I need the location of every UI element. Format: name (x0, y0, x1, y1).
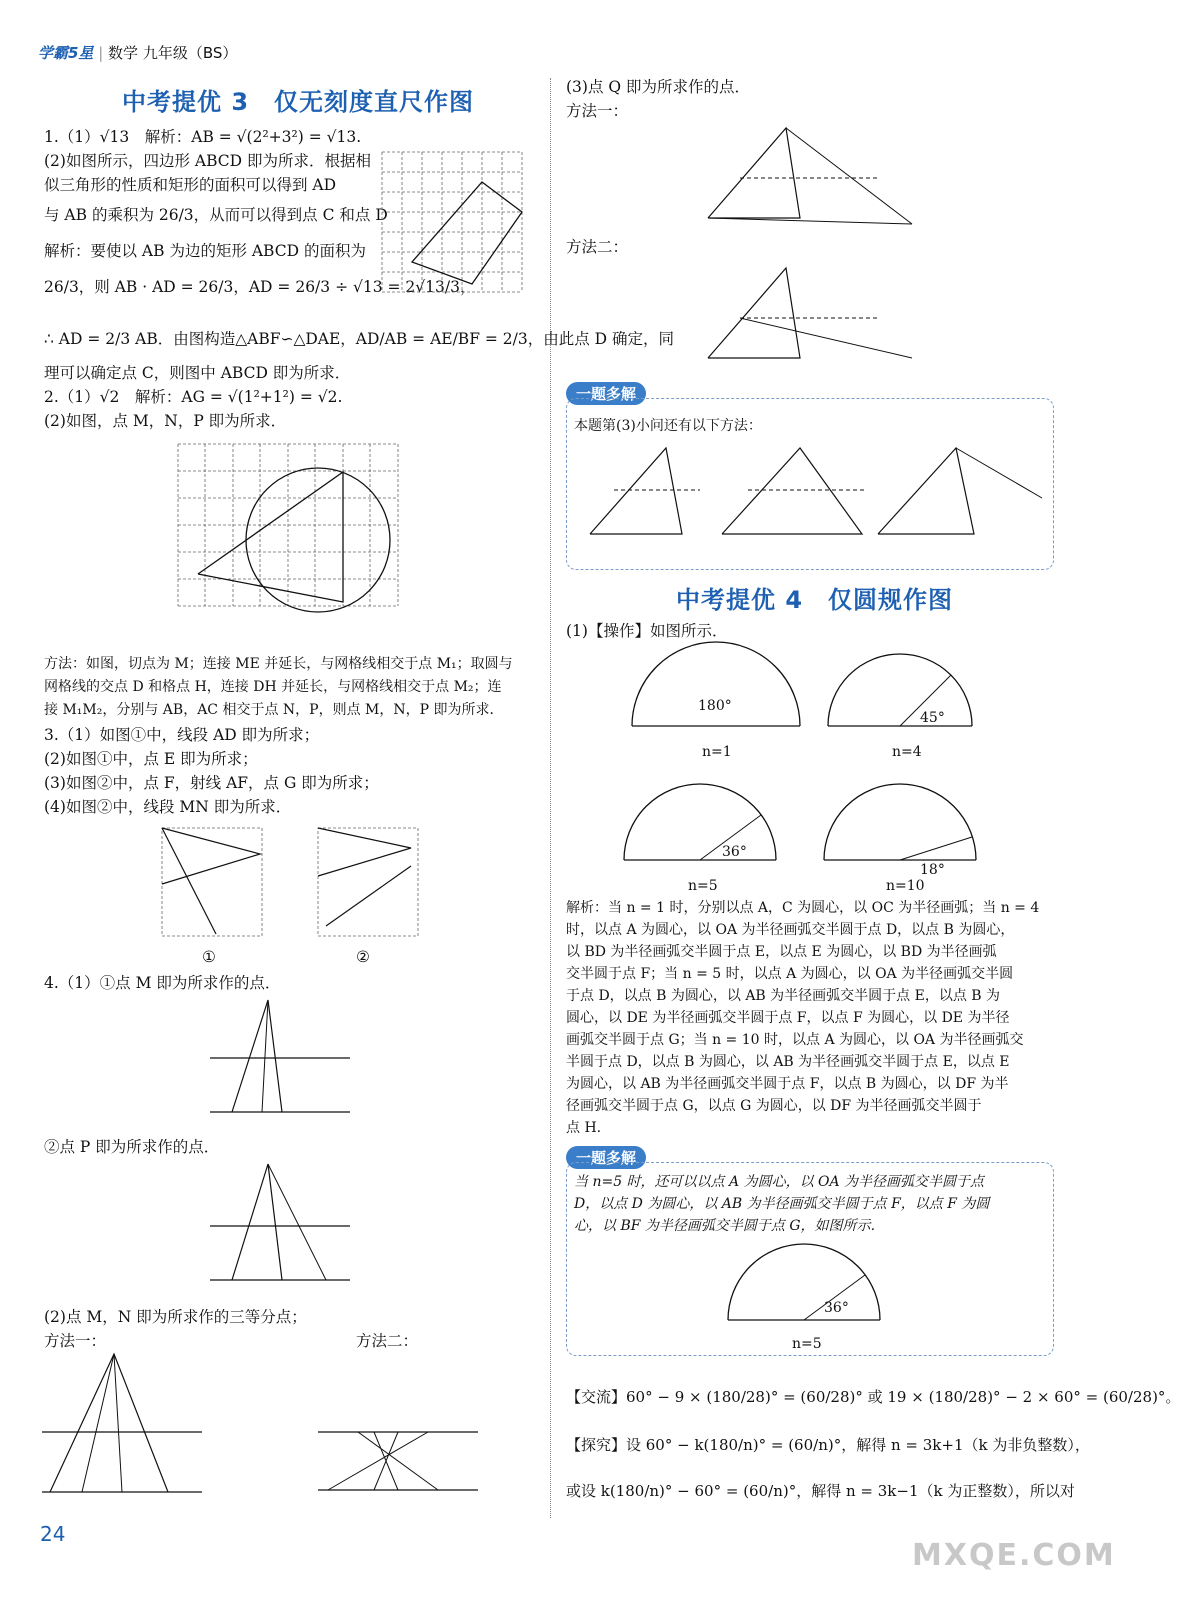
q1-grid-figure (382, 152, 532, 312)
q4-method-1: 方法一： (44, 1332, 107, 1350)
grade-label: 九年级（BS） (142, 44, 238, 62)
section3-title: 中考提优 3 仅无刻度直尺作图 (122, 88, 475, 116)
q1-line-2: (2)如图所示，四边形 ABCD 即为所求．根据相 (44, 152, 371, 170)
box2-line-3: 心，以 BF 为半径画弧交半圆于点 G，如图所示． (574, 1218, 885, 1234)
q2-circle-figure (178, 444, 403, 634)
box2-angle-label: 36° (824, 1300, 849, 1316)
q1-line-5: 解析：要使以 AB 为边的矩形 ABCD 的面积为 (44, 242, 366, 260)
angle-label-n1: 180° (698, 698, 732, 714)
multi-solution-pill-2: 一题多解 (566, 1146, 646, 1169)
box2-caption: n=5 (792, 1336, 822, 1352)
q4-trisect-figure-1 (42, 1350, 212, 1500)
q3-figure-2 (316, 826, 426, 941)
q4-line-3: (2)点 M，N 即为所求作的三等分点； (44, 1308, 307, 1326)
q1-line-4: 与 AB 的乘积为 26/3，从而可以得到点 C 和点 D (44, 206, 388, 224)
box2-line-1: 当 n=5 时，还可以以点 A 为圆心，以 OA 为半径画弧交半圆于点 (574, 1174, 985, 1190)
explore-line-2: 或设 k(180/n)° − 60° = (60/n)°，解得 n = 3k−1（k 为正整数），所以对 (566, 1482, 1075, 1500)
caption-n1: n=1 (702, 744, 732, 760)
q2-line-2: (2)如图，点 M，N，P 即为所求． (44, 412, 287, 430)
analysis-line-10: 径画弧交半圆于点 G，以点 G 为圆心，以 DF 为半径画弧交半圆于 (566, 1098, 982, 1114)
column-divider (550, 78, 551, 1518)
q3-figure-1 (160, 826, 270, 941)
exchange-line: 【交流】60° − 9 × (180/28)° = (60/28)° 或 19 × (180/28)° − 2 × 60° = (60/28)°。 (566, 1388, 1180, 1406)
section4-title: 中考提优 4 仅圆规作图 (676, 586, 954, 614)
multi-solution-text-1: 本题第(3)小问还有以下方法： (574, 418, 762, 434)
q3-line-3: (3)如图②中，点 F，射线 AF，点 G 即为所求； (44, 774, 379, 792)
right-method-2: 方法二： (566, 238, 629, 256)
watermark-text: MXQE.COM (912, 1538, 1116, 1573)
q1-line-6: 26/3，则 AB · AD = 26/3，AD = 26/3 ÷ √13 = 2√13/3， (44, 278, 476, 296)
q3-answer-line: (3)点 Q 即为所求作的点． (566, 78, 751, 96)
analysis-line-8: 半圆于点 D，以点 B 为圆心，以 AB 为半径画弧交半圆于点 E，以点 E (566, 1054, 1010, 1070)
operation-line: (1)【操作】如图所示． (566, 622, 728, 640)
q1-line-3: 似三角形的性质和矩形的面积可以得到 AD (44, 176, 337, 194)
q3-line-1: 3.（1）如图①中，线段 AD 即为所求； (44, 726, 320, 744)
analysis-line-11: 点 H. (566, 1120, 602, 1136)
q4-trisect-figure-2 (318, 1410, 488, 1500)
q4-line-2: ②点 P 即为所求作的点． (44, 1138, 220, 1156)
analysis-line-1: 解析：当 n = 1 时，分别以点 A，C 为圆心，以 OC 为半径画弧；当 n = 4 (566, 900, 1040, 916)
q1-line-7: ∴ AD = 2/3 AB．由图构造△ABF∽△DAE，AD/AB = AE/BF = 2/3，由此点 D 确定，同 (44, 330, 675, 348)
analysis-line-9: 为圆心，以 AB 为半径画弧交半圆于点 F，以点 B 为圆心，以 DF 为半 (566, 1076, 1009, 1092)
analysis-line-6: 圆心，以 DE 为半径画弧交半圆于点 F，以点 F 为圆心，以 DE 为半径 (566, 1010, 1010, 1026)
box2-line-2: D，以点 D 为圆心，以 AB 为半径画弧交半圆于点 F，以点 F 为圆 (574, 1196, 990, 1212)
angle-label-n10: 18° (920, 862, 945, 878)
q4-figure-2 (210, 1160, 360, 1290)
subject-label: 数学 (108, 44, 139, 62)
q3-line-2: (2)如图①中，点 E 即为所求； (44, 750, 258, 768)
method2-figure (700, 262, 920, 372)
analysis-line-3: 以 BD 为半径画弧交半圆于点 E，以点 E 为圆心，以 BD 为半径画弧 (566, 944, 997, 960)
analysis-line-7: 画弧交半圆于点 G；当 n = 10 时，以点 A 为圆心，以 OA 为半径画弧交 (566, 1032, 1024, 1048)
analysis-line-2: 时，以点 A 为圆心，以 OA 为半径画弧交半圆于点 D，以点 B 为圆心， (566, 922, 1015, 938)
caption-n4: n=4 (892, 744, 922, 760)
explore-line-1: 【探究】设 60° − k(180/n)° = (60/n)°，解得 n = 3k+1（k 为非负整数）， (566, 1436, 1090, 1454)
q4-method-2: 方法二： (356, 1332, 419, 1350)
right-method-1: 方法一： (566, 102, 629, 120)
angle-label-n5: 36° (722, 844, 747, 860)
q1-line-8: 理可以确定点 C，则图中 ABCD 即为所求． (44, 364, 351, 382)
brand-logo: 学霸5星 (38, 44, 94, 62)
box2-semicircle-figure (724, 1238, 884, 1328)
q2-method-1: 方法：如图，切点为 M；连接 ME 并延长，与网格线相交于点 M₁；取圆与 (44, 656, 513, 672)
caption-n5: n=5 (688, 878, 718, 894)
q2-method-3: 接 M₁M₂，分别与 AB，AC 相交于点 N，P，则点 M，N，P 即为所求． (44, 702, 504, 718)
angle-label-n4: 45° (920, 710, 945, 726)
q2-method-2: 网格线的交点 D 和格点 H，连接 DH 并延长，与网格线相交于点 M₂；连 (44, 679, 502, 695)
method1-figure (700, 122, 920, 232)
q4-figure-1 (210, 996, 360, 1126)
page-number: 24 (40, 1522, 66, 1546)
analysis-line-5: 于点 D，以点 B 为圆心，以 AB 为半径画弧交半圆于点 E，以点 B 为 (566, 988, 1001, 1004)
analysis-line-4: 交半圆于点 F；当 n = 5 时，以点 A 为圆心，以 OA 为半径画弧交半圆 (566, 966, 1014, 982)
q3-figure-1-label: ① (202, 948, 216, 966)
multi-solution-figures (582, 442, 1052, 552)
q1-line-1: 1.（1）√13 解析：AB = √(2²+3²) = √13. (44, 128, 362, 146)
semicircle-figures (620, 642, 1050, 892)
page-header: 学霸5星 | 数学 九年级（BS） (38, 44, 238, 62)
q3-figure-2-label: ② (356, 948, 370, 966)
multi-solution-pill-1: 一题多解 (566, 382, 646, 405)
q4-line-1: 4.（1）①点 M 即为所求作的点． (44, 974, 281, 992)
q2-line-1: 2.（1）√2 解析：AG = √(1²+1²) = √2. (44, 388, 343, 406)
q3-line-4: (4)如图②中，线段 MN 即为所求． (44, 798, 292, 816)
caption-n10: n=10 (886, 878, 925, 894)
